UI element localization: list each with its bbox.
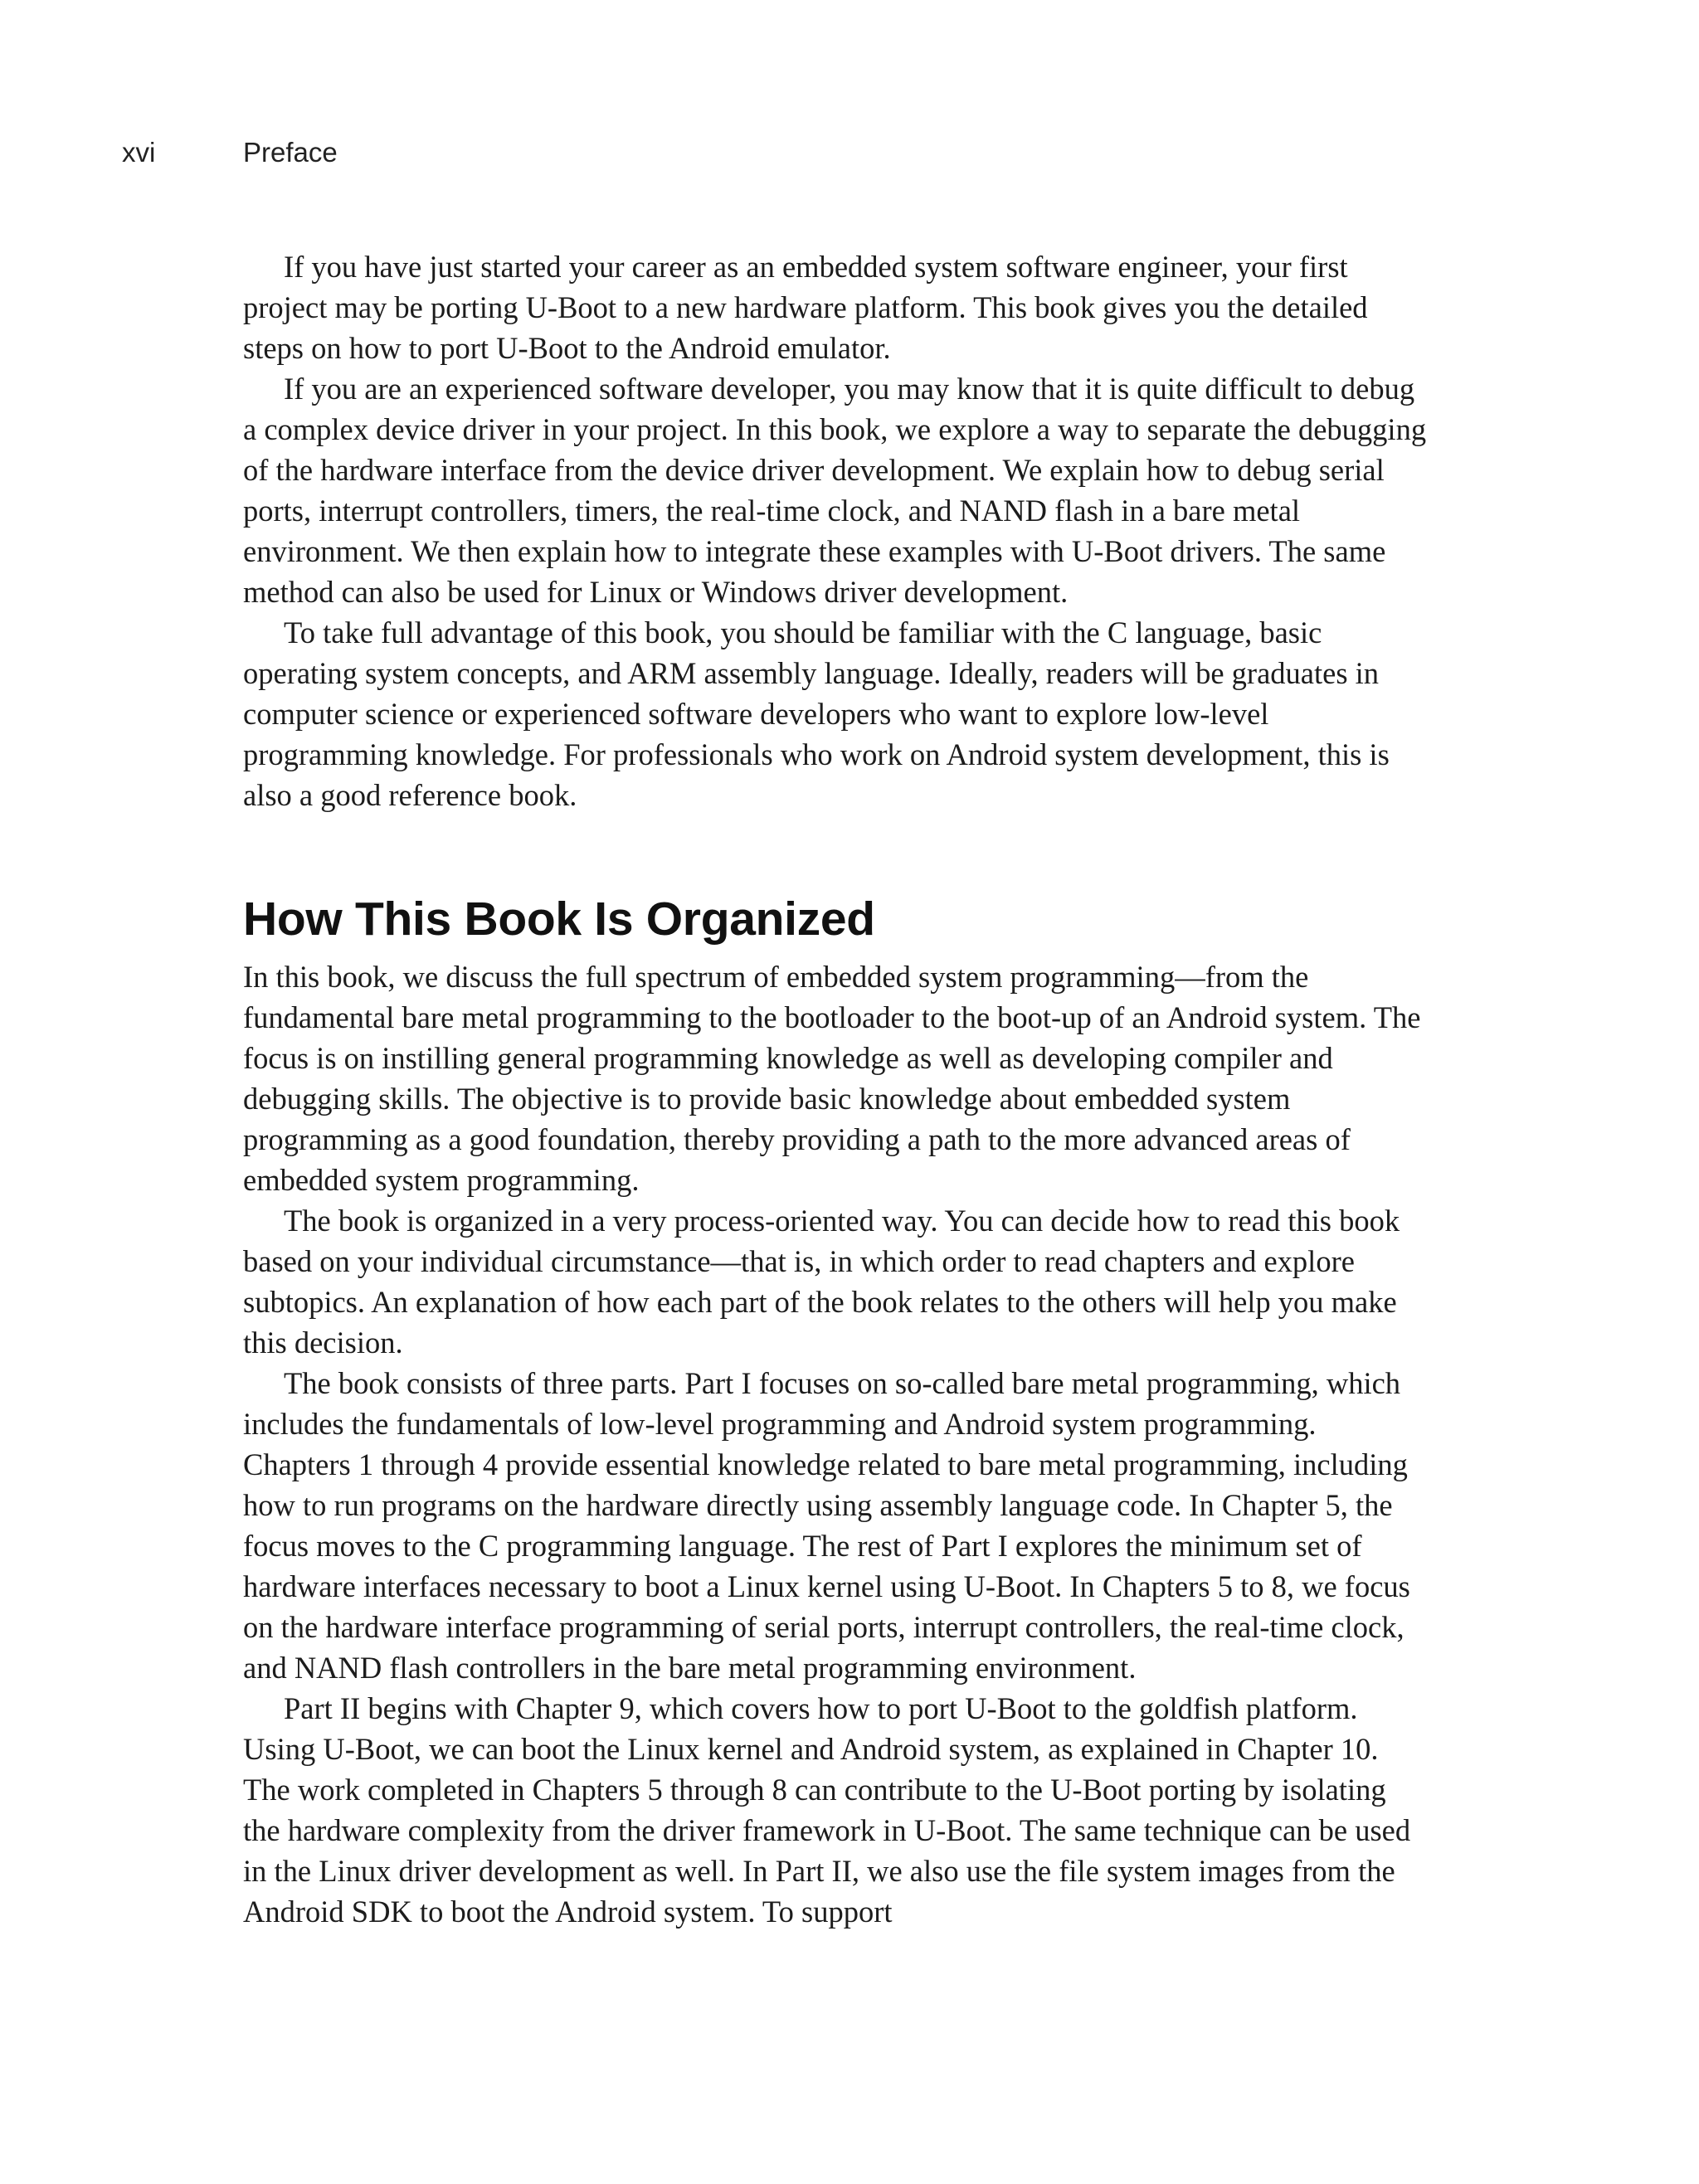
section-paragraph-2: The book is organized in a very process-oriented way. You can decide how to read this book based on your individual circumstance—that is, in which order to read chapters and explore subtopics. An explanation of how each part of the book relates to the others will help you make this decision. bbox=[243, 1204, 1400, 1360]
intro-paragraph-2: If you are an experienced software developer, you may know that it is quite difficult to debug a complex device driver in your project. In this book, we explore a way to separate the debugging of the hardware interface from the device driver development. We explain how to debug serial ports, interrupt controllers, timers, the real-time clock, and NAND flash in a bare metal environment. We then explain how to integrate these examples with U-Boot drivers. The same method can also be used for Linux or Windows driver development. bbox=[243, 372, 1427, 609]
section-paragraph-1: In this book, we discuss the full spectrum of embedded system programming—from the fundamental bare metal programming to the bootloader to the boot-up of an Android system. The focus is on instilling general programming knowledge as well as developing compiler and debugging skills. The objective is to provide basic knowledge about embedded system programming as a good foundation, thereby providing a path to the more advanced areas of embedded system programming. bbox=[243, 960, 1421, 1197]
section-heading: How This Book Is Organized bbox=[243, 893, 875, 946]
page-header bbox=[122, 137, 1615, 174]
section-paragraph-3: The book consists of three parts. Part I focuses on so-called bare metal programming, which includes the fundamentals of low-level programming and Android system programming. Chapters 1 through 4 provide essential knowledge related to bare metal programming, including how to run programs on the hardware directly using assembly language code. In Chapter 5, the focus moves to the C programming language. The rest of Part I explores the minimum set of hardware interfaces necessary to boot a Linux kernel using U-Boot. In Chapters 5 to 8, we focus on the hardware interface programming of serial ports, interrupt controllers, the real-time clock, and NAND flash controllers in the bare metal programming environment. bbox=[243, 1366, 1410, 1685]
intro-paragraph-3: To take full advantage of this book, you should be familiar with the C language, basic operating system concepts, and ARM assembly language. Ideally, readers will be graduates in computer science or experienced software developers who want to explore low-level programming knowledge. For professionals who work on Android system development, this is also a good reference book. bbox=[243, 615, 1390, 812]
section-paragraph-4: Part II begins with Chapter 9, which covers how to port U-Boot to the goldfish platform. Using U-Boot, we can boot the Linux kernel and Android system, as explained in Chapter 10. The work completed in Chapters 5 through 8 can contribute to the U-Boot porting by isolating the hardware complexity from the driver framework in U-Boot. The same technique can be used in the Linux driver development as well. In Part II, we also use the file system images from the Android SDK to boot the Android system. To support bbox=[243, 1691, 1411, 1929]
page-number: xvi bbox=[122, 137, 156, 168]
running-head: Preface bbox=[243, 137, 338, 168]
body-text bbox=[243, 246, 1429, 1932]
intro-paragraph-1: If you have just started your career as an embedded system software engineer, your first project may be porting U-Boot to a new hardware platform. This book gives you the detailed steps on how to port U-Boot to the Android emulator. bbox=[243, 250, 1368, 365]
